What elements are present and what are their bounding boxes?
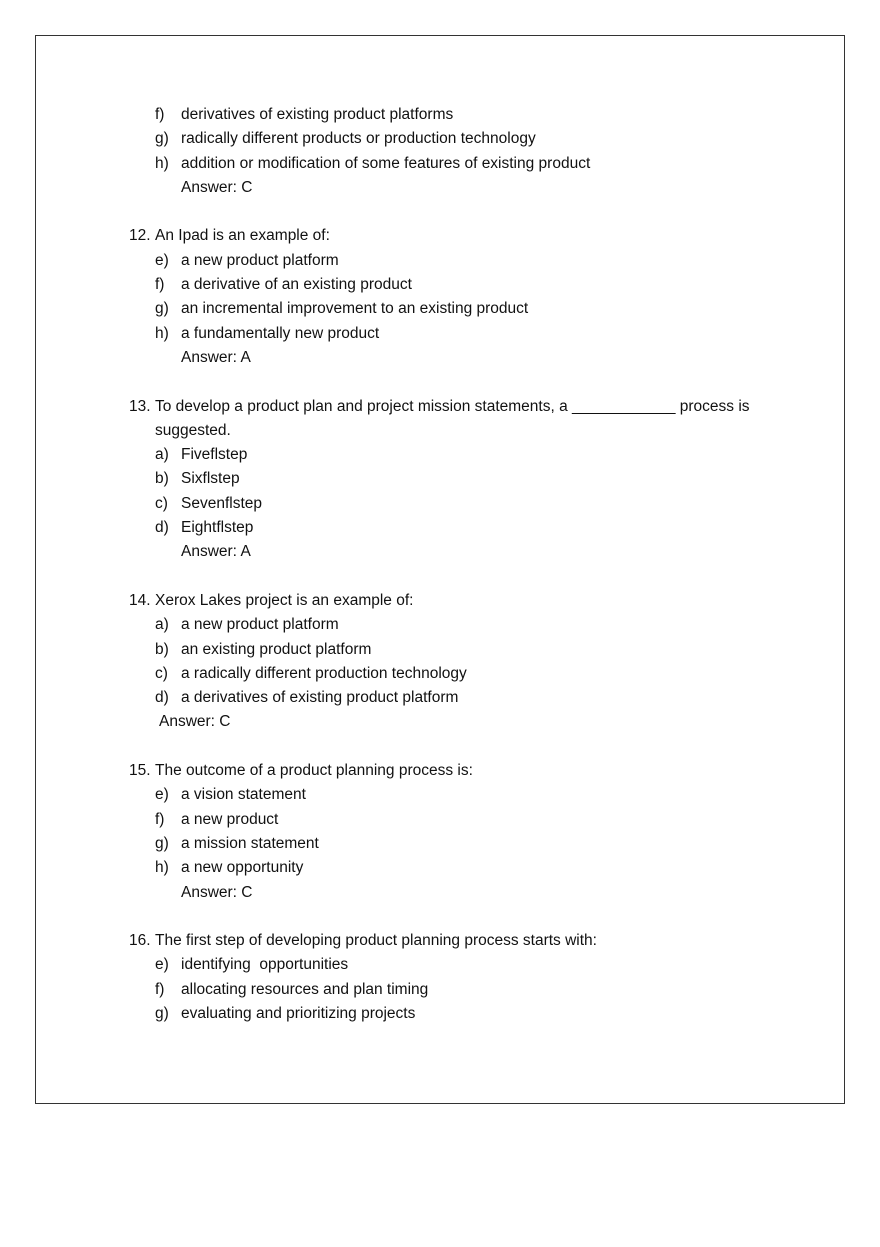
option-text: a new product bbox=[181, 810, 279, 828]
option-label: c) bbox=[155, 494, 168, 512]
option-text: radically different products or production technology bbox=[181, 130, 536, 148]
option bbox=[0, 856, 880, 880]
option bbox=[0, 297, 880, 321]
question-number: 13. bbox=[129, 397, 151, 415]
option-text: a new opportunity bbox=[181, 859, 304, 877]
option-label: g) bbox=[155, 834, 169, 852]
option bbox=[0, 443, 880, 467]
option bbox=[0, 638, 880, 662]
option-label: g) bbox=[155, 130, 169, 148]
option-label: e) bbox=[155, 251, 169, 269]
question-text-cont: suggested. bbox=[155, 421, 231, 439]
question-15 bbox=[0, 759, 880, 783]
option bbox=[0, 127, 880, 151]
answer-line bbox=[0, 540, 880, 564]
option bbox=[0, 516, 880, 540]
option-label: g) bbox=[155, 300, 169, 318]
option-text: a vision statement bbox=[181, 786, 306, 804]
option-label: c) bbox=[155, 664, 168, 682]
question-text-continued bbox=[0, 419, 880, 443]
question-13 bbox=[0, 395, 880, 419]
option-label: f) bbox=[155, 276, 165, 294]
option bbox=[0, 686, 880, 710]
option-label: b) bbox=[155, 470, 169, 488]
option-text: a new product platform bbox=[181, 251, 339, 269]
question-text: The outcome of a product planning process is: bbox=[155, 762, 473, 780]
option-text: an existing product platform bbox=[181, 640, 372, 658]
option-text: a radically different production technology bbox=[181, 664, 467, 682]
answer-line bbox=[0, 710, 880, 734]
option-label: h) bbox=[155, 154, 169, 172]
option-text: a derivative of an existing product bbox=[181, 276, 412, 294]
option bbox=[0, 322, 880, 346]
option-text: a new product platform bbox=[181, 616, 339, 634]
option bbox=[0, 152, 880, 176]
option-text: a fundamentally new product bbox=[181, 324, 380, 342]
option-text: Eightflstep bbox=[181, 519, 254, 537]
option-label: f) bbox=[155, 810, 165, 828]
document-content bbox=[0, 103, 880, 1026]
question-number: 12. bbox=[129, 227, 151, 245]
option bbox=[0, 1002, 880, 1026]
question-14 bbox=[0, 589, 880, 613]
answer-text: Answer: C bbox=[159, 713, 231, 731]
option-label: a) bbox=[155, 446, 169, 464]
question-16 bbox=[0, 929, 880, 953]
option-label: f) bbox=[155, 980, 165, 998]
option-text: derivatives of existing product platforms bbox=[181, 106, 454, 123]
answer-line bbox=[0, 346, 880, 370]
question-text: The first step of developing product planning process starts with: bbox=[155, 932, 597, 950]
option-label: d) bbox=[155, 519, 169, 537]
question-text: Xerox Lakes project is an example of: bbox=[155, 591, 414, 609]
option-label: f) bbox=[155, 106, 165, 123]
option-label: b) bbox=[155, 640, 169, 658]
option-label: e) bbox=[155, 956, 169, 974]
option bbox=[0, 953, 880, 977]
answer-line bbox=[0, 176, 880, 200]
question-number: 16. bbox=[129, 932, 151, 950]
option-text: allocating resources and plan timing bbox=[181, 980, 429, 998]
question-text: An Ipad is an example of: bbox=[155, 227, 330, 245]
option bbox=[0, 808, 880, 832]
option bbox=[0, 103, 880, 127]
question-number: 15. bbox=[129, 762, 151, 780]
answer-line bbox=[0, 881, 880, 905]
question-text: To develop a product plan and project mission statements, a ____________ process is bbox=[155, 397, 750, 415]
option bbox=[0, 978, 880, 1002]
option-text: identifying opportunities bbox=[181, 956, 349, 974]
option bbox=[0, 613, 880, 637]
answer-text: Answer: C bbox=[181, 883, 253, 901]
option-text: a mission statement bbox=[181, 834, 319, 852]
option-text: a derivatives of existing product platform bbox=[181, 689, 459, 707]
answer-text: Answer: C bbox=[181, 178, 253, 196]
option-label: g) bbox=[155, 1004, 169, 1022]
option-text: addition or modification of some features of existing product bbox=[181, 154, 591, 172]
option bbox=[0, 662, 880, 686]
option-text: an incremental improvement to an existing product bbox=[181, 300, 529, 318]
option-label: h) bbox=[155, 324, 169, 342]
option bbox=[0, 249, 880, 273]
option-text: Sevenflstep bbox=[181, 494, 262, 512]
option-text: evaluating and prioritizing projects bbox=[181, 1004, 416, 1022]
option-label: h) bbox=[155, 859, 169, 877]
answer-text: Answer: A bbox=[181, 348, 251, 366]
option-label: d) bbox=[155, 689, 169, 707]
question-12 bbox=[0, 224, 880, 248]
option bbox=[0, 492, 880, 516]
option-text: Fiveflstep bbox=[181, 446, 248, 464]
option-text: Sixflstep bbox=[181, 470, 240, 488]
answer-text: Answer: A bbox=[181, 543, 251, 561]
option bbox=[0, 783, 880, 807]
question-number: 14. bbox=[129, 591, 151, 609]
option-label: a) bbox=[155, 616, 169, 634]
option bbox=[0, 832, 880, 856]
option-label: e) bbox=[155, 786, 169, 804]
option bbox=[0, 467, 880, 491]
option bbox=[0, 273, 880, 297]
